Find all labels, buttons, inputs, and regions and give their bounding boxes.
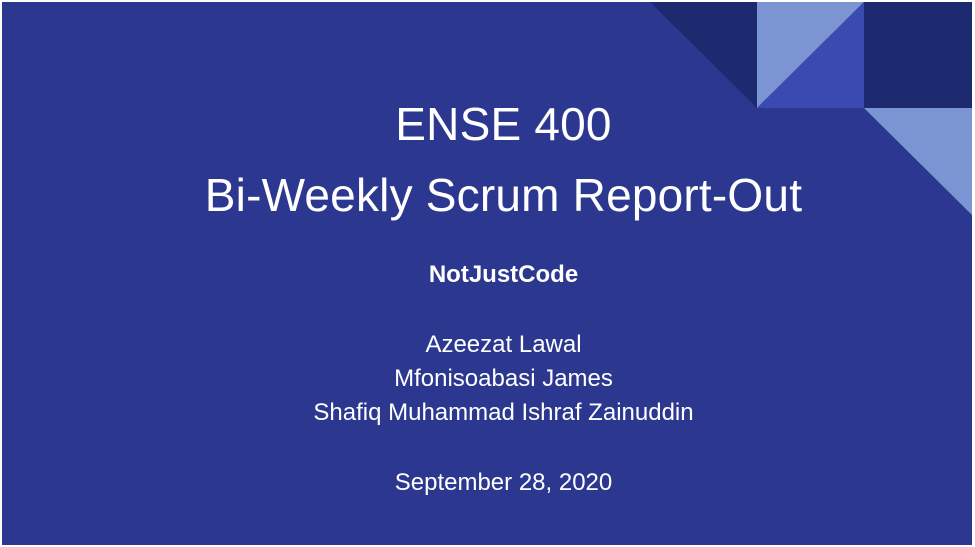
slide-title-report: Bi-Weekly Scrum Report-Out — [204, 169, 803, 221]
title-slide — [2, 2, 972, 545]
dark-triangle-right — [864, 2, 972, 108]
team-name: NotJustCode — [428, 261, 579, 288]
team-member: Shafiq Muhammad Ishraf Zainuddin — [313, 399, 694, 426]
team-member: Mfonisoabasi James — [394, 365, 613, 392]
team-member: Azeezat Lawal — [425, 331, 582, 358]
presentation-date: September 28, 2020 — [394, 469, 613, 496]
slide-title-course: ENSE 400 — [395, 98, 612, 150]
